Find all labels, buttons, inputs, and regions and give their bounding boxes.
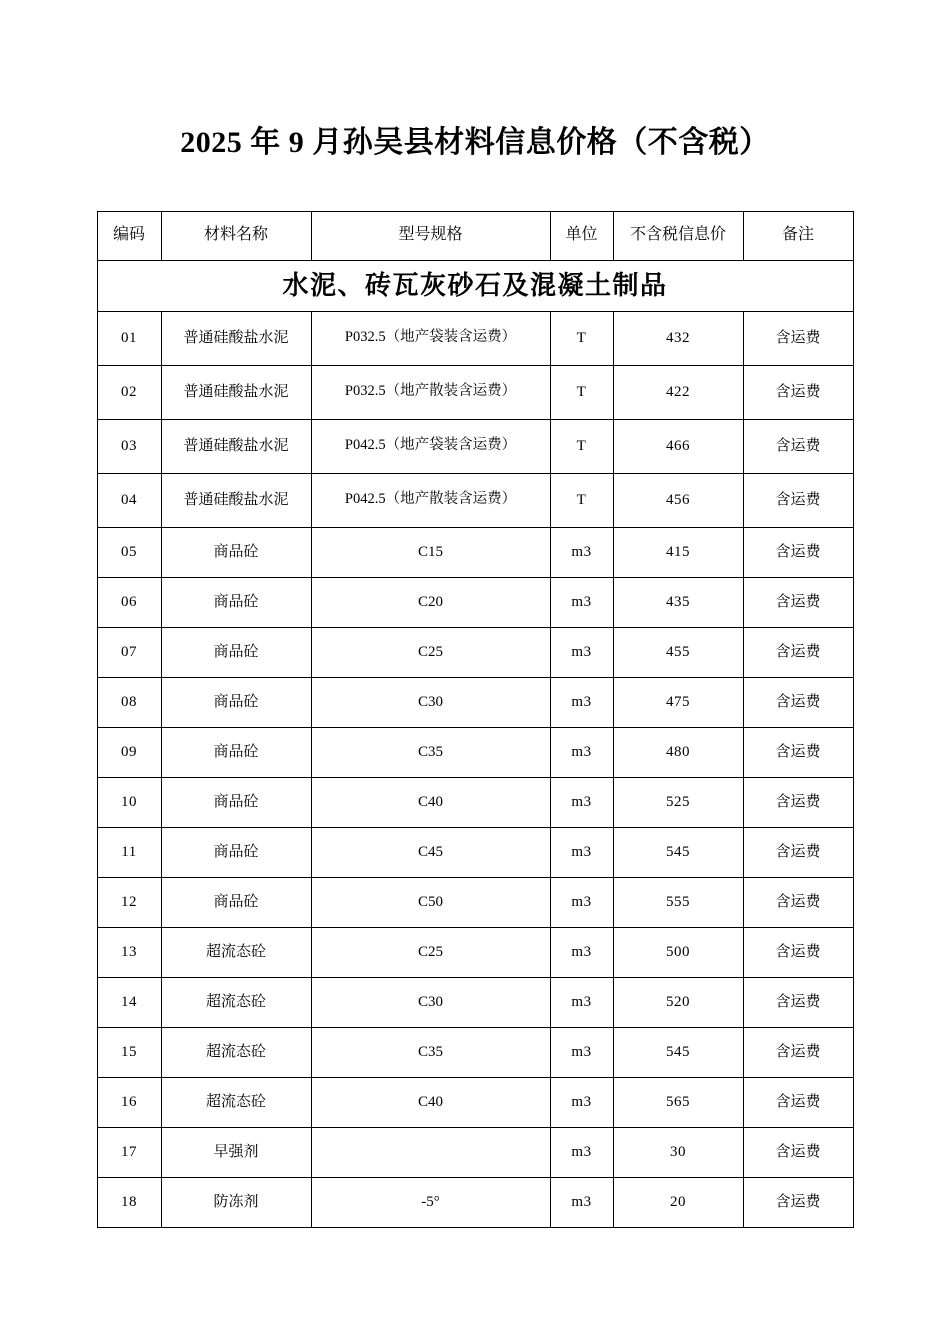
cell-specification: C45 bbox=[311, 827, 550, 877]
cell-specification: P042.5（地产散装含运费） bbox=[311, 473, 550, 527]
cell-specification: C20 bbox=[311, 577, 550, 627]
cell-unit: T bbox=[550, 311, 613, 365]
cell-specification: C50 bbox=[311, 877, 550, 927]
cell-specification: P032.5（地产散装含运费） bbox=[311, 365, 550, 419]
table-row bbox=[97, 977, 853, 1027]
cell-code: 04 bbox=[97, 473, 161, 527]
table-header-row bbox=[97, 211, 853, 260]
price-table-container bbox=[0, 165, 950, 1228]
table-row bbox=[97, 727, 853, 777]
cell-material-name: 超流态砼 bbox=[161, 927, 311, 977]
cell-specification: C25 bbox=[311, 927, 550, 977]
cell-specification bbox=[311, 1127, 550, 1177]
cell-remark: 含运费 bbox=[743, 627, 853, 677]
cell-unit: m3 bbox=[550, 927, 613, 977]
cell-code: 16 bbox=[97, 1077, 161, 1127]
table-row bbox=[97, 1027, 853, 1077]
cell-unit: T bbox=[550, 419, 613, 473]
cell-price: 432 bbox=[613, 311, 743, 365]
cell-specification: -5° bbox=[311, 1177, 550, 1227]
table-row bbox=[97, 311, 853, 365]
cell-unit: m3 bbox=[550, 677, 613, 727]
cell-material-name: 普通硅酸盐水泥 bbox=[161, 311, 311, 365]
cell-unit: T bbox=[550, 365, 613, 419]
cell-code: 12 bbox=[97, 877, 161, 927]
table-row bbox=[97, 877, 853, 927]
cell-code: 18 bbox=[97, 1177, 161, 1227]
table-row bbox=[97, 577, 853, 627]
cell-price: 435 bbox=[613, 577, 743, 627]
cell-code: 07 bbox=[97, 627, 161, 677]
cell-unit: m3 bbox=[550, 827, 613, 877]
cell-specification: P032.5（地产袋装含运费） bbox=[311, 311, 550, 365]
cell-unit: m3 bbox=[550, 1027, 613, 1077]
cell-remark: 含运费 bbox=[743, 311, 853, 365]
cell-specification: C30 bbox=[311, 977, 550, 1027]
cell-price: 20 bbox=[613, 1177, 743, 1227]
cell-remark: 含运费 bbox=[743, 1177, 853, 1227]
table-row bbox=[97, 1177, 853, 1227]
cell-specification: C40 bbox=[311, 1077, 550, 1127]
cell-specification: C30 bbox=[311, 677, 550, 727]
cell-code: 03 bbox=[97, 419, 161, 473]
cell-code: 11 bbox=[97, 827, 161, 877]
cell-material-name: 商品砼 bbox=[161, 527, 311, 577]
cell-code: 09 bbox=[97, 727, 161, 777]
cell-material-name: 商品砼 bbox=[161, 877, 311, 927]
cell-code: 01 bbox=[97, 311, 161, 365]
section-title: 水泥、砖瓦灰砂石及混凝土制品 bbox=[97, 260, 853, 311]
cell-material-name: 超流态砼 bbox=[161, 977, 311, 1027]
cell-price: 455 bbox=[613, 627, 743, 677]
table-row bbox=[97, 627, 853, 677]
page-title: 2025 年 9 月孙吴县材料信息价格（不含税） bbox=[180, 126, 770, 159]
cell-material-name: 商品砼 bbox=[161, 577, 311, 627]
cell-remark: 含运费 bbox=[743, 1027, 853, 1077]
column-header-remark: 备注 bbox=[743, 211, 853, 260]
cell-price: 422 bbox=[613, 365, 743, 419]
cell-material-name: 普通硅酸盐水泥 bbox=[161, 365, 311, 419]
cell-unit: m3 bbox=[550, 627, 613, 677]
cell-specification: C25 bbox=[311, 627, 550, 677]
cell-price: 520 bbox=[613, 977, 743, 1027]
cell-price: 525 bbox=[613, 777, 743, 827]
cell-price: 30 bbox=[613, 1127, 743, 1177]
table-row bbox=[97, 419, 853, 473]
cell-remark: 含运费 bbox=[743, 527, 853, 577]
column-header-unit: 单位 bbox=[550, 211, 613, 260]
cell-remark: 含运费 bbox=[743, 977, 853, 1027]
cell-specification: C35 bbox=[311, 727, 550, 777]
cell-price: 415 bbox=[613, 527, 743, 577]
cell-unit: m3 bbox=[550, 1177, 613, 1227]
cell-unit: m3 bbox=[550, 777, 613, 827]
table-row bbox=[97, 1077, 853, 1127]
table-row bbox=[97, 473, 853, 527]
cell-remark: 含运费 bbox=[743, 473, 853, 527]
cell-remark: 含运费 bbox=[743, 577, 853, 627]
table-row bbox=[97, 677, 853, 727]
table-row bbox=[97, 1127, 853, 1177]
cell-unit: m3 bbox=[550, 577, 613, 627]
cell-price: 565 bbox=[613, 1077, 743, 1127]
cell-code: 08 bbox=[97, 677, 161, 727]
cell-code: 06 bbox=[97, 577, 161, 627]
cell-code: 14 bbox=[97, 977, 161, 1027]
cell-unit: m3 bbox=[550, 1127, 613, 1177]
cell-price: 480 bbox=[613, 727, 743, 777]
cell-price: 456 bbox=[613, 473, 743, 527]
column-header-code: 编码 bbox=[97, 211, 161, 260]
cell-price: 475 bbox=[613, 677, 743, 727]
cell-remark: 含运费 bbox=[743, 1127, 853, 1177]
table-row bbox=[97, 927, 853, 977]
column-header-price: 不含税信息价 bbox=[613, 211, 743, 260]
cell-unit: m3 bbox=[550, 527, 613, 577]
cell-code: 17 bbox=[97, 1127, 161, 1177]
cell-code: 13 bbox=[97, 927, 161, 977]
cell-remark: 含运费 bbox=[743, 827, 853, 877]
cell-unit: m3 bbox=[550, 877, 613, 927]
cell-material-name: 防冻剂 bbox=[161, 1177, 311, 1227]
cell-material-name: 普通硅酸盐水泥 bbox=[161, 419, 311, 473]
cell-material-name: 普通硅酸盐水泥 bbox=[161, 473, 311, 527]
material-price-table bbox=[97, 211, 854, 1228]
column-header-name: 材料名称 bbox=[161, 211, 311, 260]
cell-code: 15 bbox=[97, 1027, 161, 1077]
cell-remark: 含运费 bbox=[743, 677, 853, 727]
cell-material-name: 超流态砼 bbox=[161, 1027, 311, 1077]
cell-material-name: 商品砼 bbox=[161, 777, 311, 827]
cell-price: 466 bbox=[613, 419, 743, 473]
table-row bbox=[97, 827, 853, 877]
table-row bbox=[97, 777, 853, 827]
cell-unit: T bbox=[550, 473, 613, 527]
cell-specification: C15 bbox=[311, 527, 550, 577]
table-row bbox=[97, 365, 853, 419]
cell-specification: P042.5（地产袋装含运费） bbox=[311, 419, 550, 473]
cell-remark: 含运费 bbox=[743, 365, 853, 419]
cell-material-name: 商品砼 bbox=[161, 627, 311, 677]
cell-price: 545 bbox=[613, 1027, 743, 1077]
cell-remark: 含运费 bbox=[743, 877, 853, 927]
cell-remark: 含运费 bbox=[743, 419, 853, 473]
cell-unit: m3 bbox=[550, 977, 613, 1027]
cell-remark: 含运费 bbox=[743, 927, 853, 977]
cell-unit: m3 bbox=[550, 727, 613, 777]
cell-specification: C40 bbox=[311, 777, 550, 827]
cell-remark: 含运费 bbox=[743, 777, 853, 827]
cell-price: 500 bbox=[613, 927, 743, 977]
cell-price: 555 bbox=[613, 877, 743, 927]
cell-material-name: 商品砼 bbox=[161, 677, 311, 727]
cell-material-name: 商品砼 bbox=[161, 727, 311, 777]
cell-material-name: 早强剂 bbox=[161, 1127, 311, 1177]
cell-code: 02 bbox=[97, 365, 161, 419]
cell-code: 10 bbox=[97, 777, 161, 827]
cell-price: 545 bbox=[613, 827, 743, 877]
cell-specification: C35 bbox=[311, 1027, 550, 1077]
cell-unit: m3 bbox=[550, 1077, 613, 1127]
table-section-header-row bbox=[97, 260, 853, 311]
cell-material-name: 商品砼 bbox=[161, 827, 311, 877]
cell-material-name: 超流态砼 bbox=[161, 1077, 311, 1127]
cell-remark: 含运费 bbox=[743, 727, 853, 777]
cell-remark: 含运费 bbox=[743, 1077, 853, 1127]
cell-code: 05 bbox=[97, 527, 161, 577]
table-row bbox=[97, 527, 853, 577]
column-header-spec: 型号规格 bbox=[311, 211, 550, 260]
